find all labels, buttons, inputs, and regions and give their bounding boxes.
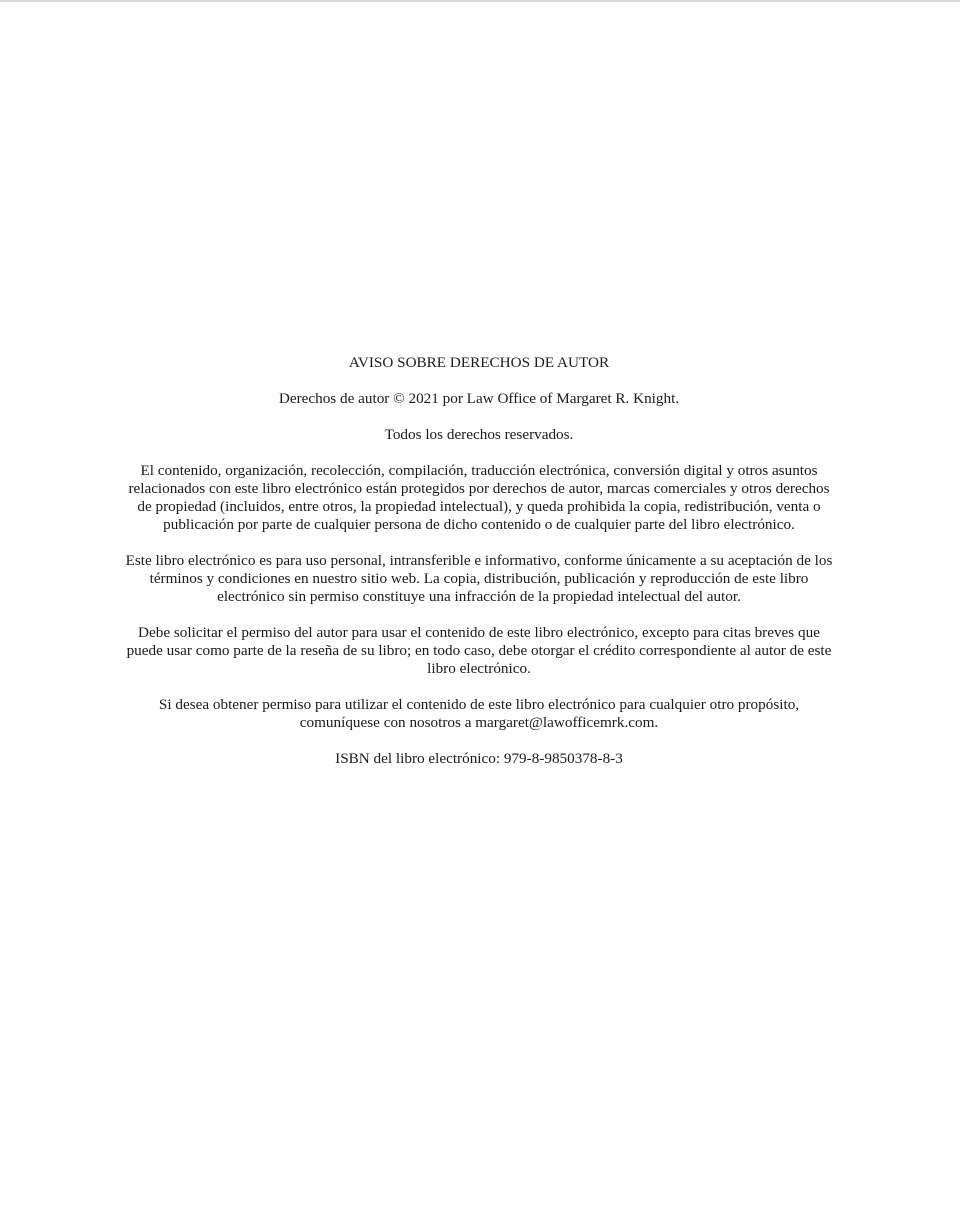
- isbn-line: ISBN del libro electrónico: 979-8-9850378-8-3: [335, 750, 623, 767]
- copyright-notice-page: [124, 354, 834, 768]
- notice-heading: AVISO SOBRE DERECHOS DE AUTOR: [348, 354, 610, 371]
- personal-use-paragraph: Este libro electrónico es para uso personal, intransferible e informativo, conforme únicamente a su aceptación de los términos y condiciones en nuestro sitio web. La copia, distribución, publicación y reproducción de este libro electrónico sin permiso constituye una infracción de la propiedad intelectual del autor.: [125, 552, 833, 605]
- copyright-line: Derechos de autor © 2021 por Law Office of Margaret R. Knight.: [278, 390, 680, 407]
- protection-paragraph: El contenido, organización, recolección, compilación, traducción electrónica, conversión digital y otros asuntos relacionados con este libro electrónico están protegidos por derechos de autor, marcas comerciales y otros derechos de propiedad (incluidos, entre otros, la propiedad intelectual), y queda prohibida la copia, redistribución, venta o publicación por parte de cualquier persona de dicho contenido o de cualquier parte del libro electrónico.: [128, 462, 830, 533]
- permission-paragraph: Debe solicitar el permiso del autor para usar el contenido de este libro electrónico, excepto para citas breves que puede usar como parte de la reseña de su libro; en todo caso, debe otorgar el crédito correspondiente al autor de este libro electrónico.: [126, 624, 832, 677]
- contact-paragraph: Si desea obtener permiso para utilizar el contenido de este libro electrónico para cualquier otro propósito, comuníquese con nosotros a margaret@lawofficemrk.com.: [158, 696, 800, 731]
- rights-reserved-line: Todos los derechos reservados.: [384, 426, 574, 443]
- top-divider: [0, 0, 960, 2]
